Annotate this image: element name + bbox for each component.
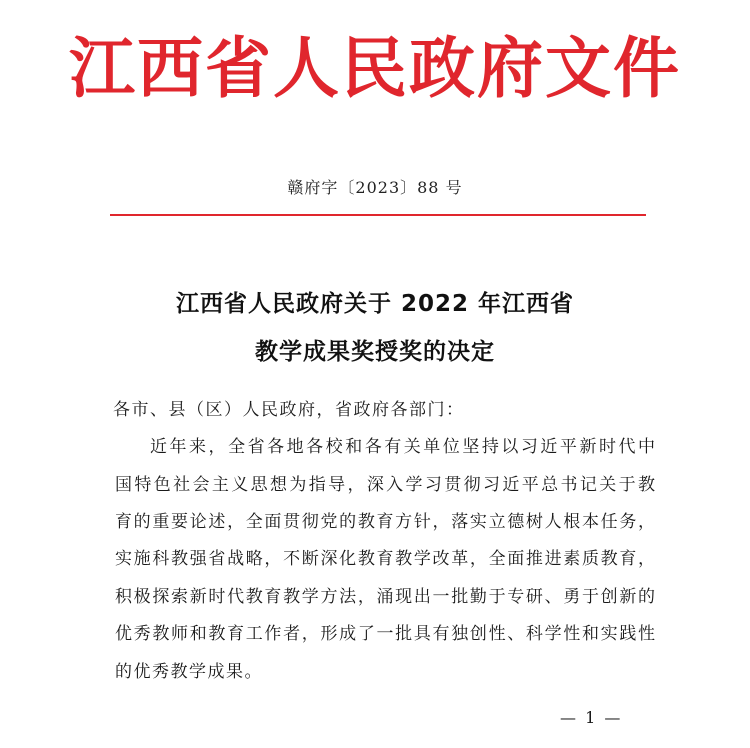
- salutation: 各市、县（区）人民政府，省政府各部门：: [113, 400, 465, 420]
- document-title-line-1: 江西省人民政府关于 2022 年江西省: [175, 291, 575, 317]
- document-title-line-2: 教学成果奖授奖的决定: [255, 339, 495, 365]
- document-masthead: 江西省人民政府文件: [69, 29, 681, 107]
- body-paragraph-line: 国特色社会主义思想为指导，深入学习贯彻习近平总书记关于教: [115, 475, 655, 495]
- body-paragraph-line: 积极探索新时代教育教学方法，涌现出一批勤于专研、勇于创新的: [115, 587, 655, 607]
- body-paragraph-line: 优秀教师和教育工作者，形成了一批具有独创性、科学性和实践性: [115, 624, 655, 644]
- body-paragraph-line: 育的重要论述，全面贯彻党的教育方针，落实立德树人根本任务，: [115, 512, 655, 532]
- body-paragraph-line: 实施科教强省战略，不断深化教育教学改革，全面推进素质教育，: [115, 549, 655, 569]
- red-divider-line: [110, 214, 646, 216]
- body-paragraph-line: 近年来，全省各地各校和各有关单位坚持以习近平新时代中: [150, 437, 655, 457]
- body-paragraph-line: 的优秀教学成果。: [115, 662, 263, 682]
- document-number: 赣府字〔2023〕88 号: [287, 178, 463, 197]
- page-number: — 1 —: [560, 708, 623, 727]
